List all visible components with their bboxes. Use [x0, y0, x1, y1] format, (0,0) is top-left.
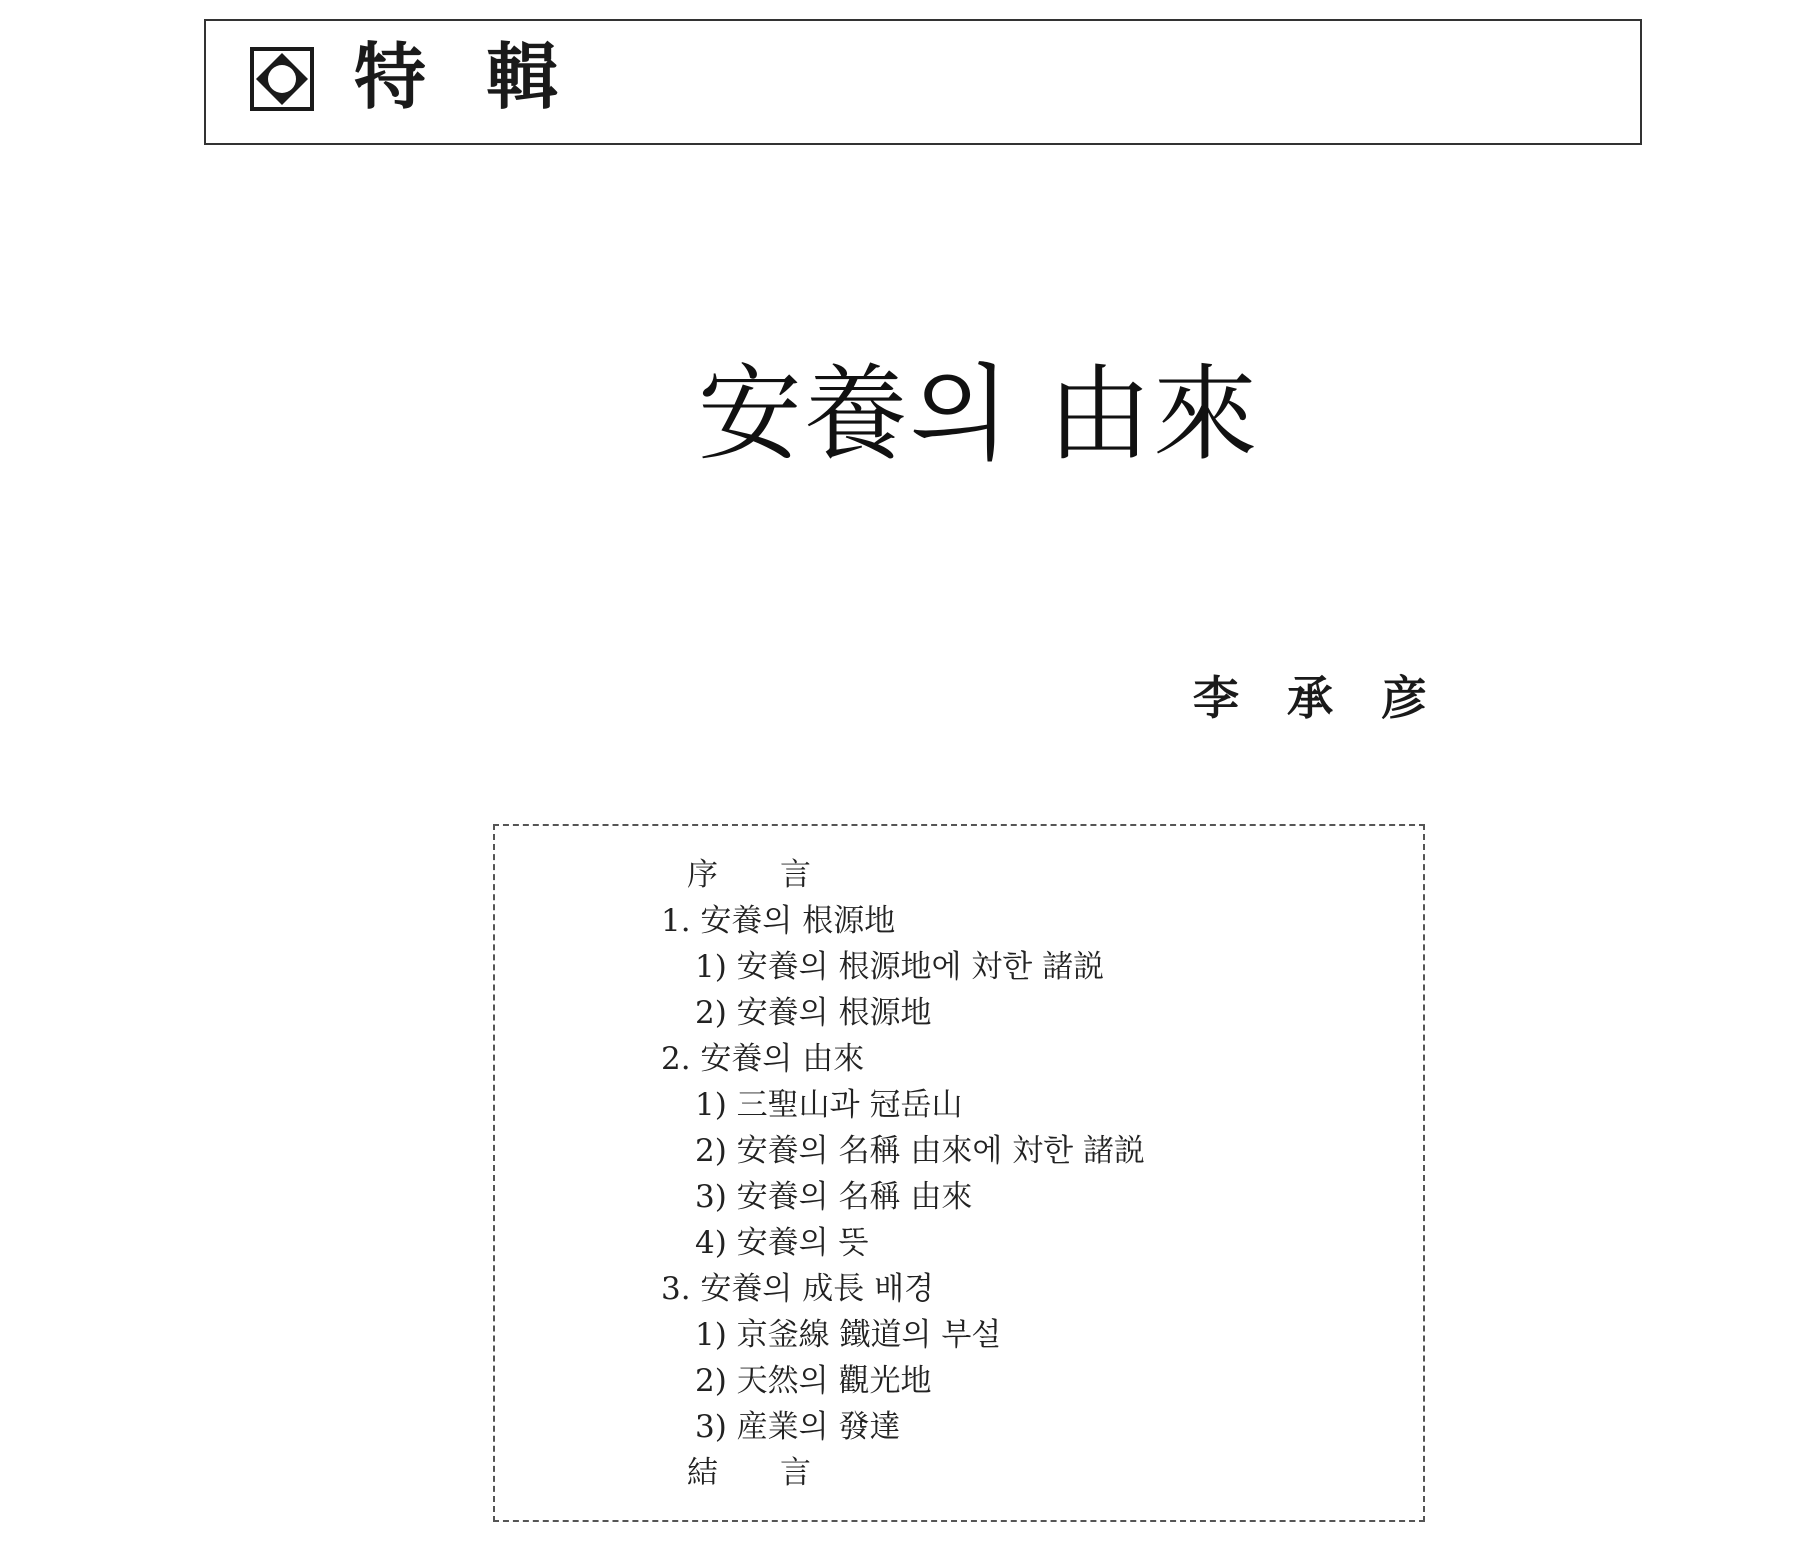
toc-item: 3. 安養의 成長 배경 — [661, 1271, 934, 1307]
diamond-square-icon — [250, 47, 314, 111]
toc-item: 2) 天然의 觀光地 — [695, 1363, 932, 1399]
toc-item: 3) 産業의 發達 — [695, 1409, 901, 1445]
toc-item: 2) 安養의 根源地 — [695, 995, 932, 1031]
table-of-contents — [493, 824, 1425, 1522]
section-label: 特輯 — [354, 35, 619, 119]
section-header — [204, 19, 1642, 145]
toc-item: 1) 三聖山과 冠岳山 — [695, 1087, 963, 1123]
toc-item: 2. 安養의 由來 — [661, 1041, 865, 1077]
toc-item: 結 言 — [687, 1455, 811, 1491]
toc-item: 1. 安養의 根源地 — [661, 903, 896, 939]
article-title: 安養의 由來 — [697, 353, 1260, 475]
toc-item: 2) 安養의 名稱 由來에 対한 諸説 — [695, 1133, 1145, 1169]
toc-list — [495, 852, 1423, 1496]
toc-item: 1) 京釜線 鐵道의 부설 — [695, 1317, 1002, 1353]
toc-item: 1) 安養의 根源地에 対한 諸説 — [695, 949, 1105, 985]
toc-item: 序 言 — [687, 857, 811, 893]
author-name: 李承彦 — [1193, 671, 1475, 725]
toc-item: 4) 安養의 뜻 — [695, 1225, 869, 1261]
toc-item: 3) 安養의 名稱 由來 — [695, 1179, 973, 1215]
